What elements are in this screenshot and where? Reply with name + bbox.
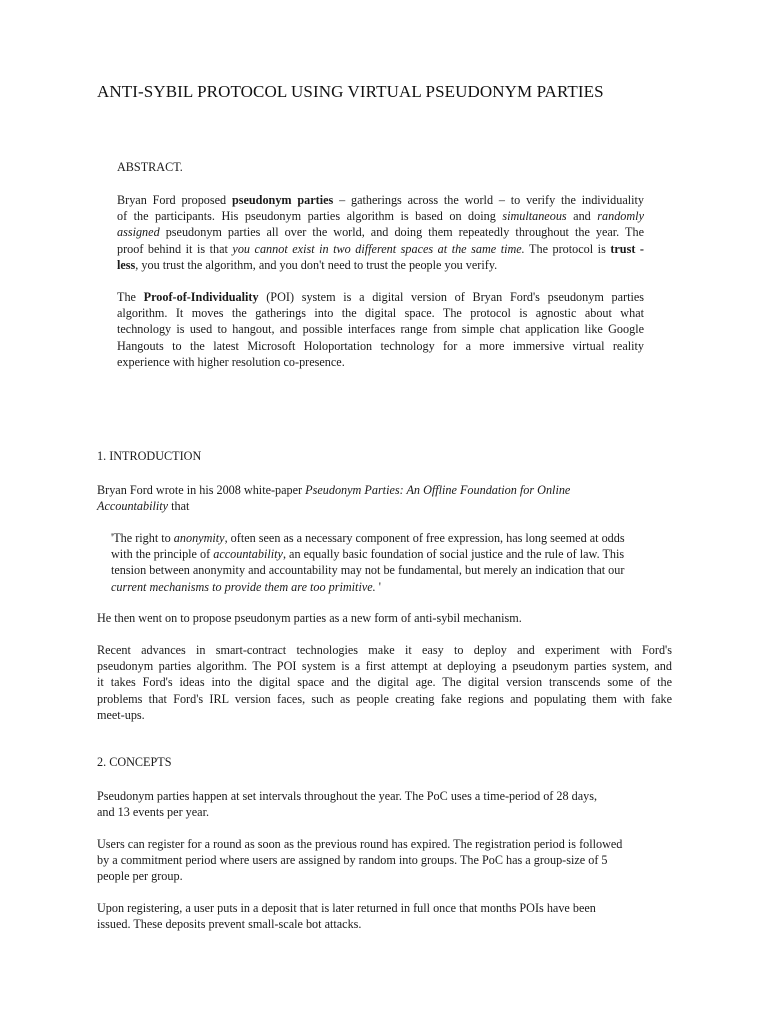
quote-line-3: tension between anonymity and accountability may not be fundamental, but merely an indication that our [111, 563, 625, 578]
introduction-paragraph-3 [97, 642, 672, 723]
intro-p3-line-1: Recent advances in smart-contract technologies make it easy to deploy and experiment with Ford's [97, 643, 672, 657]
abstract-paragraph-1 [117, 192, 644, 273]
abstract-p1-line-1: Bryan Ford proposed pseudonym parties – gatherings across the world – to verify the individuality [117, 193, 644, 207]
intro-p3-line-5: meet-ups. [97, 707, 145, 722]
document-title: ANTI-SYBIL PROTOCOL USING VIRTUAL PSEUDONYM PARTIES [97, 82, 604, 101]
abstract-p1-line-3: assigned pseudonym parties all over the world, and doing them repeatedly throughout the year. The [117, 225, 644, 240]
introduction-heading: 1. INTRODUCTION [97, 449, 202, 463]
concepts-paragraph-3 [97, 900, 677, 932]
concepts-p2-line-2: by a commitment period where users are assigned by random into groups. The PoC has a group-size of 5 [97, 853, 608, 868]
introduction-quote [111, 530, 661, 595]
concepts-p3-line-2: issued. These deposits prevent small-scale bot attacks. [97, 917, 362, 932]
concepts-paragraph-2 [97, 836, 677, 885]
intro-p3-line-4: problems that Ford's IRL version faces, such as people creating fake regions and populating them with fake [97, 691, 672, 706]
abstract-p1-line-2: of the participants. His pseudonym parties algorithm is based on doing simultaneous and randomly [117, 209, 644, 224]
concepts-p1-line-1: Pseudonym parties happen at set intervals throughout the year. The PoC uses a time-period of 28 days, [97, 789, 598, 803]
abstract-p1-line-5: less, you trust the algorithm, and you don't need to trust the people you verify. [117, 257, 498, 272]
concepts-p3-line-1: Upon registering, a user puts in a deposit that is later returned in full once that months POIs have been [97, 901, 596, 915]
concepts-heading: 2. CONCEPTS [97, 755, 172, 769]
intro-p2-line-1: He then went on to propose pseudonym parties as a new form of anti-sybil mechanism. [97, 611, 522, 625]
introduction-paragraph-1 [97, 482, 657, 514]
quote-line-2: with the principle of accountability, an equally basic foundation of social justice and the rule of law. This [111, 547, 625, 562]
abstract-p2-line-1: The Proof-of-Individuality (POI) system is a digital version of Bryan Ford's pseudonym parties [117, 290, 645, 304]
intro-p1-line-1: Bryan Ford wrote in his 2008 white-paper Pseudonym Parties: An Offline Foundation for Online [97, 483, 571, 497]
abstract-paragraph-2 [117, 289, 644, 370]
quote-line-1: 'The right to anonymity, often seen as a necessary component of free expression, has long seemed at odds [111, 531, 625, 545]
introduction-paragraph-2 [97, 610, 677, 626]
abstract-p2-line-5: experience with higher resolution co-presence. [117, 354, 345, 369]
concepts-p1-line-2: and 13 events per year. [97, 805, 210, 820]
abstract-heading: ABSTRACT. [117, 160, 183, 174]
concepts-p2-line-1: Users can register for a round as soon as the previous round has expired. The registration period is followed [97, 837, 623, 851]
concepts-paragraph-1 [97, 788, 677, 820]
abstract-p2-line-4: Hangouts to the latest Microsoft Holoportation technology for a more immersive virtual reality [117, 338, 644, 353]
intro-p1-line-2: Accountability that [97, 499, 190, 514]
quote-line-4: current mechanisms to provide them are too primitive. ' [111, 579, 381, 594]
abstract-p1-line-4: proof behind it is that you cannot exist in two different spaces at the same time. The protocol is trust - [117, 241, 644, 256]
concepts-p2-line-3: people per group. [97, 869, 183, 884]
abstract-p2-line-2: algorithm. It moves the gatherings into the digital space. The protocol is agnostic about what [117, 306, 644, 321]
abstract-p2-line-3: technology is used to hangout, and possible interfaces range from simple chat application like Google [117, 322, 644, 337]
intro-p3-line-2: pseudonym parties algorithm. The POI system is a first attempt at deploying a pseudonym parties system, and [97, 659, 672, 674]
intro-p3-line-3: it takes Ford's ideas into the digital space and the digital age. The digital version transcends some of the [97, 675, 672, 690]
